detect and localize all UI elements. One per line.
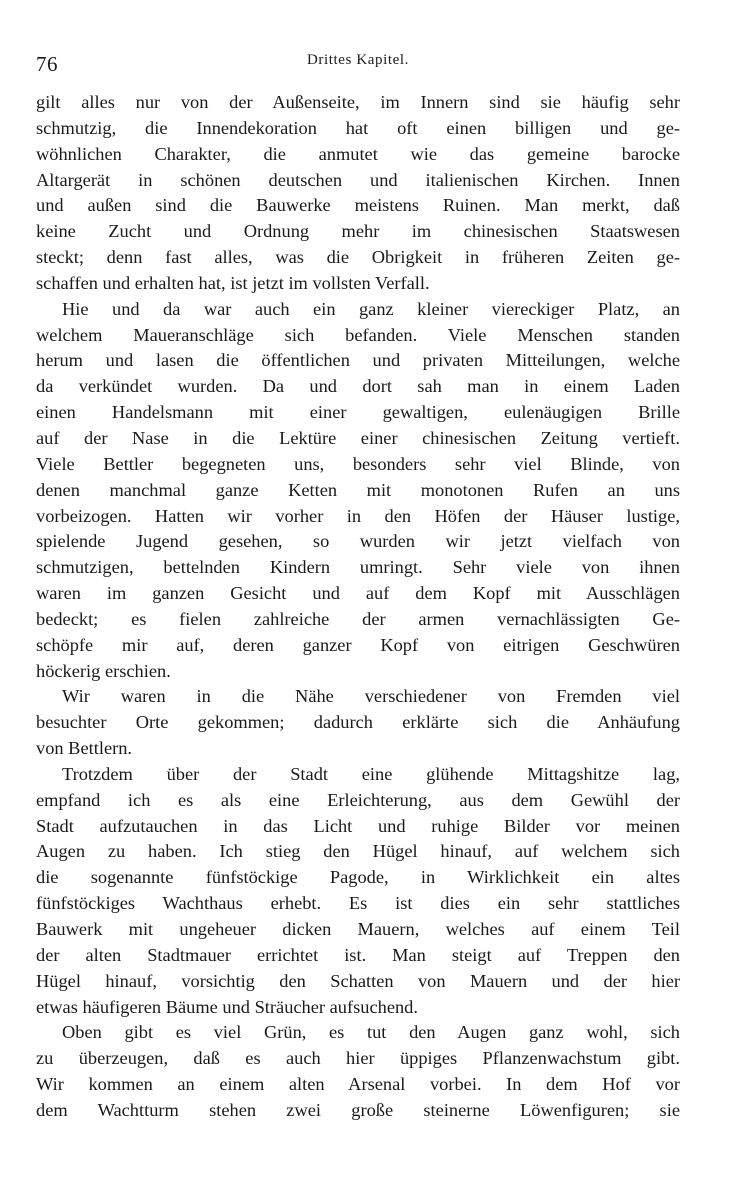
text-line: herum und lasen die öffentlichen und privaten Mitteilungen, welche bbox=[36, 350, 680, 371]
text-line: Stadt aufzutauchen in das Licht und ruhige Bilder vor meinen bbox=[36, 815, 680, 836]
text-line: schaffen und erhalten hat, ist jetzt im vollsten Verfall. bbox=[36, 272, 430, 293]
running-head bbox=[36, 50, 680, 78]
text-line: Altargerät in schönen deutschen und italienischen Kirchen. Innen bbox=[36, 169, 680, 190]
text-line: keine Zucht und Ordnung mehr im chinesischen Staatswesen bbox=[36, 221, 680, 242]
text-line: von Bettlern. bbox=[36, 738, 133, 759]
text-line: empfand ich es als eine Erleichterung, aus dem Gewühl der bbox=[36, 789, 680, 810]
text-line: schmutzig, die Innendekoration hat oft einen billigen und ge- bbox=[36, 117, 680, 138]
text-line: da verkündet wurden. Da und dort sah man in einem Laden bbox=[36, 376, 680, 397]
text-line: zu überzeugen, daß es auch hier üppiges Pflanzenwachstum gibt. bbox=[36, 1048, 680, 1069]
text-line: bedeckt; es fielen zahlreiche der armen vernachlässigten Ge- bbox=[36, 608, 680, 629]
text-line: welchem Maueranschläge sich befanden. Viele Menschen standen bbox=[36, 324, 680, 345]
page-number: 76 bbox=[36, 52, 58, 76]
text-line: höckerig erschien. bbox=[36, 660, 171, 681]
text-line: wöhnlichen Charakter, die anmutet wie das gemeine barocke bbox=[36, 143, 680, 164]
text-line: auf der Nase in die Lektüre einer chinesischen Zeitung vertieft. bbox=[36, 427, 680, 448]
text-line: Oben gibt es viel Grün, es tut den Augen ganz wohl, sich bbox=[62, 1022, 680, 1043]
text-line: der alten Stadtmauer errichtet ist. Man steigt auf Treppen den bbox=[36, 944, 680, 965]
text-line: schöpfe mir auf, deren ganzer Kopf von eitrigen Geschwüren bbox=[36, 634, 680, 655]
text-line: dem Wachtturm stehen zwei große steinerne Löwenfiguren; sie bbox=[36, 1099, 680, 1120]
text-line: spielende Jugend gesehen, so wurden wir jetzt vielfach von bbox=[36, 531, 680, 552]
text-line: Wir waren in die Nähe verschiedener von Fremden viel bbox=[62, 686, 680, 707]
text-line: Augen zu haben. Ich stieg den Hügel hinauf, auf welchem sich bbox=[36, 841, 680, 862]
text-line: gilt alles nur von der Außenseite, im Innern sind sie häufig sehr bbox=[36, 92, 680, 112]
text-line: Wir kommen an einem alten Arsenal vorbei. In dem Hof vor bbox=[36, 1074, 680, 1095]
text-line: fünfstöckiges Wachthaus erhebt. Es ist dies ein sehr stattliches bbox=[36, 893, 680, 914]
text-line: Trotzdem über der Stadt eine glühende Mittagshitze lag, bbox=[62, 763, 680, 784]
text-line: Viele Bettler begegneten uns, besonders sehr viel Blinde, von bbox=[36, 453, 680, 474]
text-line: denen manchmal ganze Ketten mit monotonen Rufen an uns bbox=[36, 479, 680, 500]
text-line: die sogenannte fünfstöckige Pagode, in Wirklichkeit ein altes bbox=[36, 867, 680, 888]
body-text bbox=[36, 90, 680, 1124]
text-line: Hügel hinauf, vorsichtig den Schatten von Mauern und der hier bbox=[36, 970, 680, 991]
text-line: etwas häufigeren Bäume und Sträucher aufsuchend. bbox=[36, 996, 418, 1017]
text-line: Hie und da war auch ein ganz kleiner viereckiger Platz, an bbox=[62, 298, 680, 319]
text-line: einen Handelsmann mit einer gewaltigen, eulenäugigen Brille bbox=[36, 402, 680, 423]
chapter-title: Drittes Kapitel. bbox=[306, 52, 410, 68]
text-line: vorbeizogen. Hatten wir vorher in den Höfen der Häuser lustige, bbox=[36, 505, 680, 526]
text-line: schmutzigen, bettelnden Kindern umringt. Sehr viele von ihnen bbox=[36, 557, 680, 578]
text-line: und außen sind die Bauwerke meistens Ruinen. Man merkt, daß bbox=[36, 195, 680, 216]
text-line: waren im ganzen Gesicht und auf dem Kopf mit Ausschlägen bbox=[36, 583, 680, 604]
text-line: steckt; denn fast alles, was die Obrigkeit in früheren Zeiten ge- bbox=[36, 247, 680, 268]
text-line: Bauwerk mit ungeheuer dicken Mauern, welches auf einem Teil bbox=[36, 919, 680, 939]
text-line: besuchter Orte gekommen; dadurch erklärte sich die Anhäufung bbox=[36, 712, 680, 733]
